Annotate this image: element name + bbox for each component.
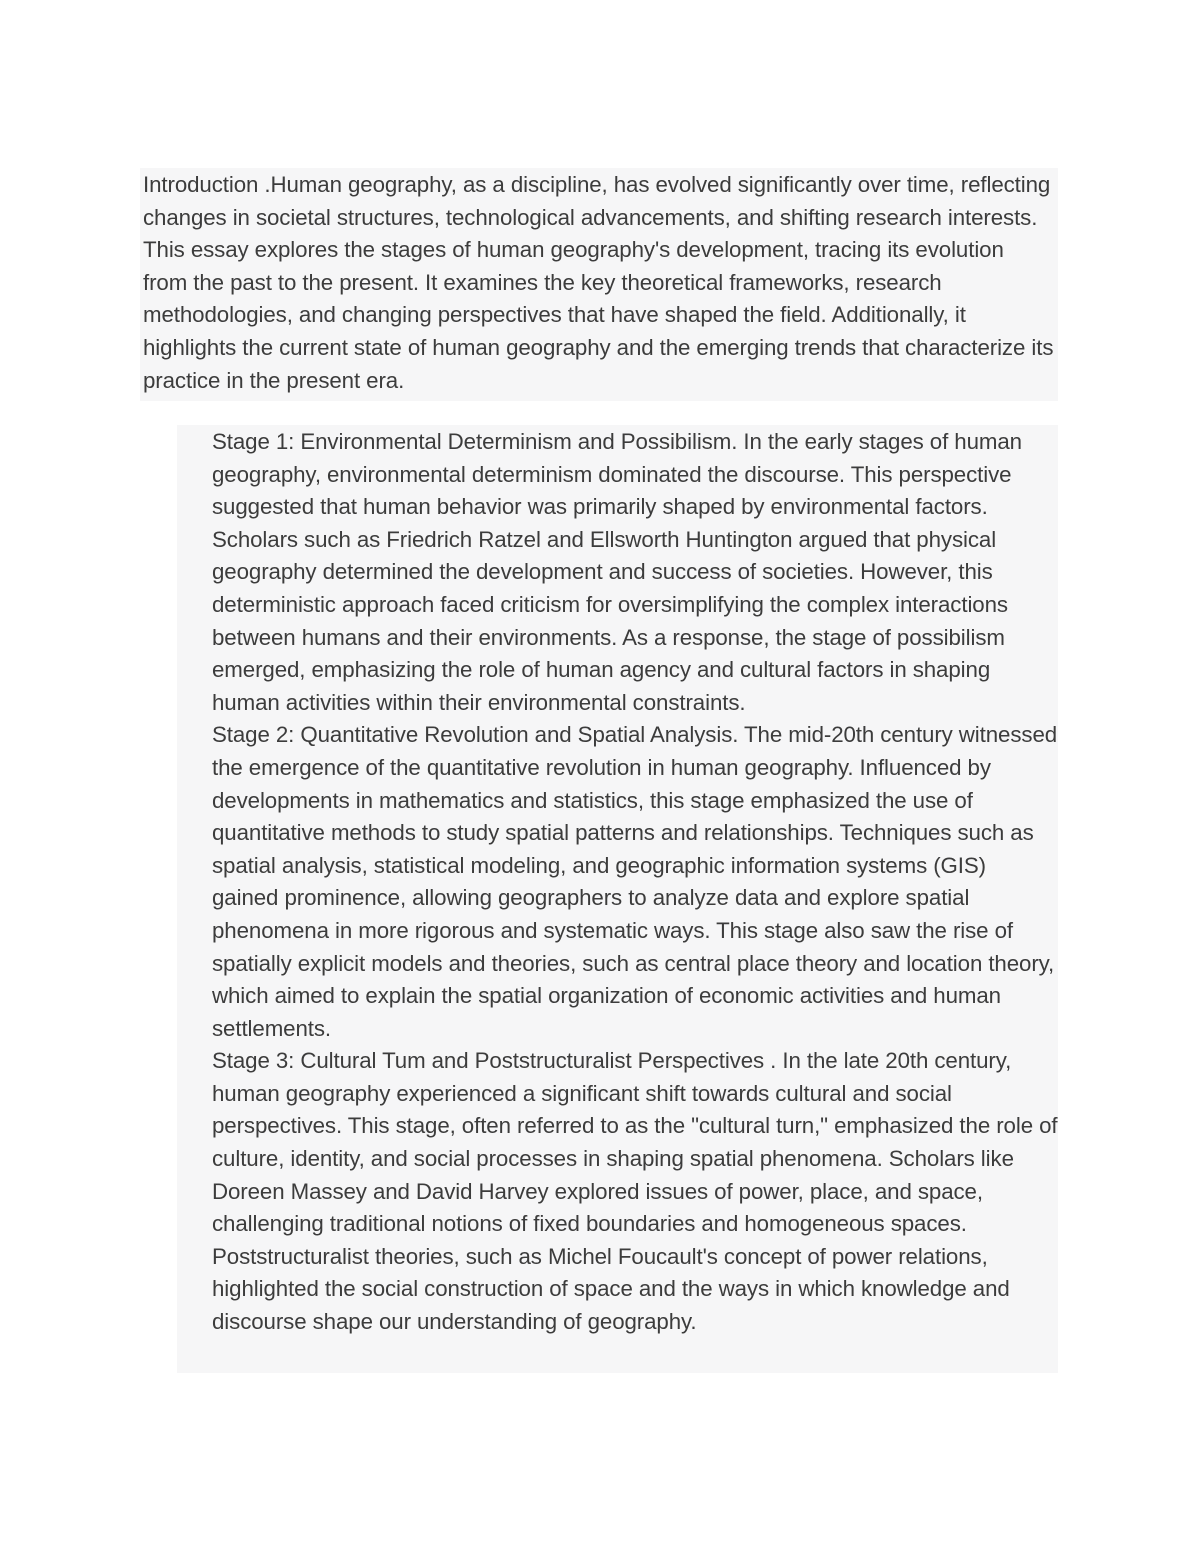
stage-2-paragraph: Stage 2: Quantitative Revolution and Spatial Analysis. The mid-20th century witnessed the emergence of the quantitative revolution in human geography. Influenced by developments in mathematics and statistics, this stage emphasized the use of quantitative methods to study spatial patterns and relationships. Techniques such as spatial analysis, statistical modeling, and geographic information systems (GIS) gained prominence, allowing geographers to analyze data and explore spatial phenomena in more rigorous and systematic ways. This stage also saw the rise of spatially explicit models and theories, such as central place theory and location theory, which aimed to explain the spatial organization of economic activities and human settlements. xyxy=(212,722,1058,1041)
stage-1-paragraph: Stage 1: Environmental Determinism and Possibilism. In the early stages of human geography, environmental determinism dominated the discourse. This perspective suggested that human behavior was primarily shaped by environmental factors. Scholars such as Friedrich Ratzel and Ellsworth Huntington argued that physical geography determined the development and success of societies. However, this deterministic approach faced criticism for oversimplifying the complex interactions between humans and their environments. As a response, the stage of possibilism emerged, emphasizing the role of human agency and cultural factors in shaping human activities within their environmental constraints. xyxy=(212,429,1022,715)
intro-block xyxy=(140,168,1058,401)
intro-paragraph: Introduction .Human geography, as a discipline, has evolved significantly over time, reflecting changes in societal structures, technological advancements, and shifting research interests. This essay explores the stages of human geography's development, tracing its evolution from the past to the present. It examines the key theoretical frameworks, research methodologies, and changing perspectives that have shaped the field. Additionally, it highlights the current state of human geography and the emerging trends that characterize its practice in the present era. xyxy=(143,172,1054,393)
stage-3-paragraph: Stage 3: Cultural Tum and Poststructuralist Perspectives . In the late 20th century, human geography experienced a significant shift towards cultural and social perspectives. This stage, often referred to as the "cultural turn," emphasized the role of culture, identity, and social processes in shaping spatial phenomena. Scholars like Doreen Massey and David Harvey explored issues of power, place, and space, challenging traditional notions of fixed boundaries and homogeneous spaces. Poststructuralist theories, such as Michel Foucault's concept of power relations, highlighted the social construction of space and the ways in which knowledge and discourse shape our understanding of geography. xyxy=(212,1048,1058,1335)
stages-block xyxy=(177,425,1058,1373)
